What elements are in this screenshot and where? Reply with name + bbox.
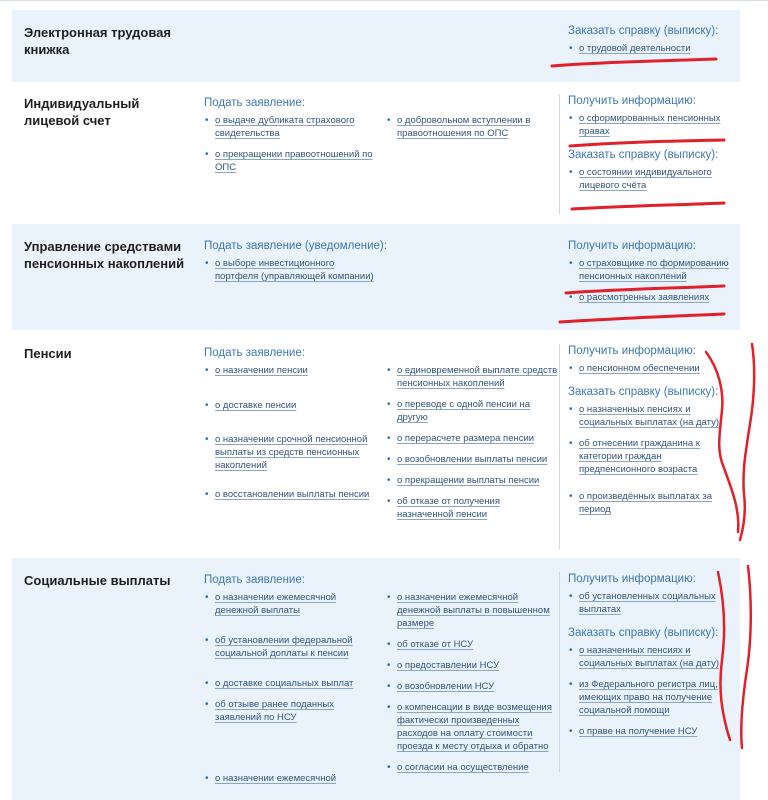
link-otkaz-ot-pensii[interactable]: • об отказе от получения назначенной пенсии: [387, 496, 501, 520]
link-edv-povyshennyi[interactable]: • о назначении ежемесячной денежной выплаты в повышенном размере: [387, 592, 550, 629]
bullet-icon: •: [205, 258, 209, 269]
section-title: Индивидуальный лицевой счет: [24, 96, 140, 128]
bullet-icon: •: [387, 702, 391, 713]
left-column: [204, 239, 387, 291]
right-column: [559, 94, 737, 214]
middle-column: [386, 364, 558, 529]
bullet-icon: •: [569, 292, 573, 303]
col-heading: Подать заявление (уведомление):: [204, 240, 387, 252]
bullet-icon: •: [205, 489, 209, 500]
bullet-icon: •: [387, 475, 391, 486]
link-pereraschet[interactable]: • о перерасчете размера пенсии: [387, 433, 535, 444]
bullet-icon: •: [205, 149, 209, 160]
section-trudovaya: [12, 10, 740, 82]
col-heading: Получить информацию:: [568, 573, 696, 585]
link-perevod-pensii[interactable]: • о переводе с одной пенсии на другую: [387, 399, 531, 423]
link-prekrashchenie-ops[interactable]: • о прекращении правоотношений по ОПС: [205, 149, 373, 173]
section-nakopleniya: [12, 224, 740, 330]
link-dublikat-svidetelstva[interactable]: • о выдаче дубликата страхового свидетельства: [205, 115, 355, 139]
section-title: Пенсии: [24, 346, 72, 361]
link-predostavlenie-nsu[interactable]: • о предоставлении НСУ: [387, 660, 500, 671]
bullet-icon: •: [569, 679, 573, 690]
bullet-icon: •: [387, 762, 391, 773]
bullet-icon: •: [205, 635, 209, 646]
col-heading: Получить информацию:: [568, 345, 696, 357]
left-column: [204, 573, 374, 793]
left-column: [204, 96, 374, 182]
section-title: Электронная трудовая книжка: [24, 25, 171, 57]
right-column: [559, 572, 737, 772]
bullet-icon: •: [387, 639, 391, 650]
bullet-icon: •: [569, 43, 573, 54]
link-vybor-portfelya[interactable]: • о выборе инвестиционного портфеля (управляющей компании): [205, 258, 374, 282]
link-pensionnye-prava[interactable]: • о сформированных пенсионных правах: [569, 113, 721, 137]
bullet-icon: •: [205, 592, 209, 603]
section-title: Социальные выплаты: [24, 573, 171, 588]
bullet-icon: •: [569, 113, 573, 124]
section-title: Управление средствами пенсионных накоплений: [24, 239, 185, 271]
link-vozobnovlenie-vyplaty[interactable]: • о возобновлении выплаты пенсии: [387, 454, 548, 465]
bullet-icon: •: [205, 699, 209, 710]
link-strakhovshchik[interactable]: • о страховщике по формированию пенсионных накоплений: [569, 258, 729, 282]
col-heading: Заказать справку (выписку):: [568, 25, 719, 37]
left-column: [204, 346, 374, 509]
link-federalnyi-registr[interactable]: • из Федерального регистра лиц, имеющих право на получение социальной помощи: [569, 679, 718, 716]
link-rassmotrennye-zayavleniya[interactable]: • о рассмотренных заявлениях: [569, 292, 710, 303]
link-edinovremennaya-vyplata[interactable]: • о единовременной выплате средств пенсионных накоплений: [387, 365, 558, 389]
link-otkaz-nsu[interactable]: • об отказе от НСУ: [387, 639, 474, 650]
link-naznachennye-pensii-data[interactable]: • о назначенных пенсиях и социальных выплатах (на дату): [569, 645, 720, 669]
bullet-icon: •: [569, 404, 573, 415]
bullet-icon: •: [387, 399, 391, 410]
bullet-icon: •: [569, 726, 573, 737]
bullet-icon: •: [387, 365, 391, 376]
link-srochnaya-vyplata[interactable]: • о назначении срочной пенсионной выплаты из средств пенсионных накоплений: [205, 434, 368, 471]
bullet-icon: •: [569, 645, 573, 656]
bullet-icon: •: [387, 115, 391, 126]
bullet-icon: •: [387, 454, 391, 465]
link-prekrashchenie-vyplaty[interactable]: • о прекращении выплаты пенсии: [387, 475, 540, 486]
col-heading: Подать заявление:: [204, 347, 305, 359]
link-proizvedennye-vyplaty[interactable]: • о произведённых выплатах за период: [569, 491, 713, 515]
bullet-icon: •: [205, 434, 209, 445]
link-vozobnovlenie-nsu[interactable]: • о возобновлении НСУ: [387, 681, 495, 692]
bullet-icon: •: [387, 681, 391, 692]
link-naznachenie-ezhemesyachnoy[interactable]: • о назначении ежемесячной: [205, 773, 337, 784]
link-otzyv-nsu[interactable]: • об отзыве ранее поданных заявлений по НСУ: [205, 699, 334, 723]
link-ustanovlennye-vyplaty[interactable]: • об установленных социальных выплатах: [569, 591, 716, 615]
top-border: [0, 0, 768, 1]
bullet-icon: •: [387, 660, 391, 671]
link-edv[interactable]: • о назначении ежемесячной денежной выплаты: [205, 592, 337, 616]
right-column: [559, 344, 737, 549]
col-heading: Подать заявление:: [204, 574, 305, 586]
bullet-icon: •: [387, 496, 391, 507]
link-pensionnoe-obespechenie[interactable]: • о пенсионном обеспечении: [569, 363, 700, 374]
col-heading: Получить информацию:: [568, 95, 696, 107]
bullet-icon: •: [387, 433, 391, 444]
section-pensii: [12, 330, 740, 556]
bullet-icon: •: [569, 438, 573, 449]
bullet-icon: •: [569, 591, 573, 602]
bullet-icon: •: [569, 491, 573, 502]
right-column: [568, 24, 736, 63]
bullet-icon: •: [205, 773, 209, 784]
link-fsd[interactable]: • об установлении федеральной социальной доплаты к пенсии: [205, 635, 353, 659]
link-naznachenie-pensii[interactable]: • о назначении пенсии: [205, 365, 308, 376]
link-trudovaya-deyatelnost[interactable]: • о трудовой деятельности: [569, 43, 691, 54]
link-dobrovolnoe-vstuplenie[interactable]: • о добровольном вступлении в правоотношения по ОПС: [387, 115, 531, 139]
col-heading: Получить информацию:: [568, 240, 696, 252]
section-ils: [12, 82, 740, 224]
col-heading-2: Заказать справку (выписку):: [568, 149, 719, 161]
middle-column: [386, 114, 556, 148]
bullet-icon: •: [569, 258, 573, 269]
middle-column: [386, 591, 558, 782]
bullet-icon: •: [205, 678, 209, 689]
bullet-icon: •: [205, 400, 209, 411]
bullet-icon: •: [205, 115, 209, 126]
col-heading: Подать заявление:: [204, 97, 305, 109]
bullet-icon: •: [205, 365, 209, 376]
link-naznachennye-pensii[interactable]: • о назначенных пенсиях и социальных выплатах (на дату): [569, 404, 720, 428]
link-sostoyanie-ils[interactable]: • о состоянии индивидуального лицевого счёта: [569, 167, 712, 191]
col-heading-2: Заказать справку (выписку):: [568, 386, 719, 398]
link-dostavka-pensii[interactable]: • о доставке пенсии: [205, 400, 297, 411]
bullet-icon: •: [569, 167, 573, 178]
link-soglasie[interactable]: • о согласии на осуществление: [387, 762, 529, 773]
link-dostavka-sotsvyplat[interactable]: • о доставке социальных выплат: [205, 678, 354, 689]
section-social: [12, 558, 740, 800]
link-vosstanovlenie-vyplaty[interactable]: • о восстановлении выплаты пенсии: [205, 489, 370, 500]
right-column: [568, 239, 738, 312]
link-kompensatsiya-proezda[interactable]: • о компенсации в виде возмещения фактически произведенных расходов на оплату стоимости проезда к месту отдыха и обратно: [387, 702, 552, 752]
col-heading-2: Заказать справку (выписку):: [568, 627, 719, 639]
link-pravo-nsu[interactable]: • о праве на получение НСУ: [569, 726, 698, 737]
bullet-icon: •: [569, 363, 573, 374]
bullet-icon: •: [387, 592, 391, 603]
link-predpensionnyi-vozrast[interactable]: • об отнесении гражданина к категории граждан предпенсионного возраста: [569, 438, 700, 475]
